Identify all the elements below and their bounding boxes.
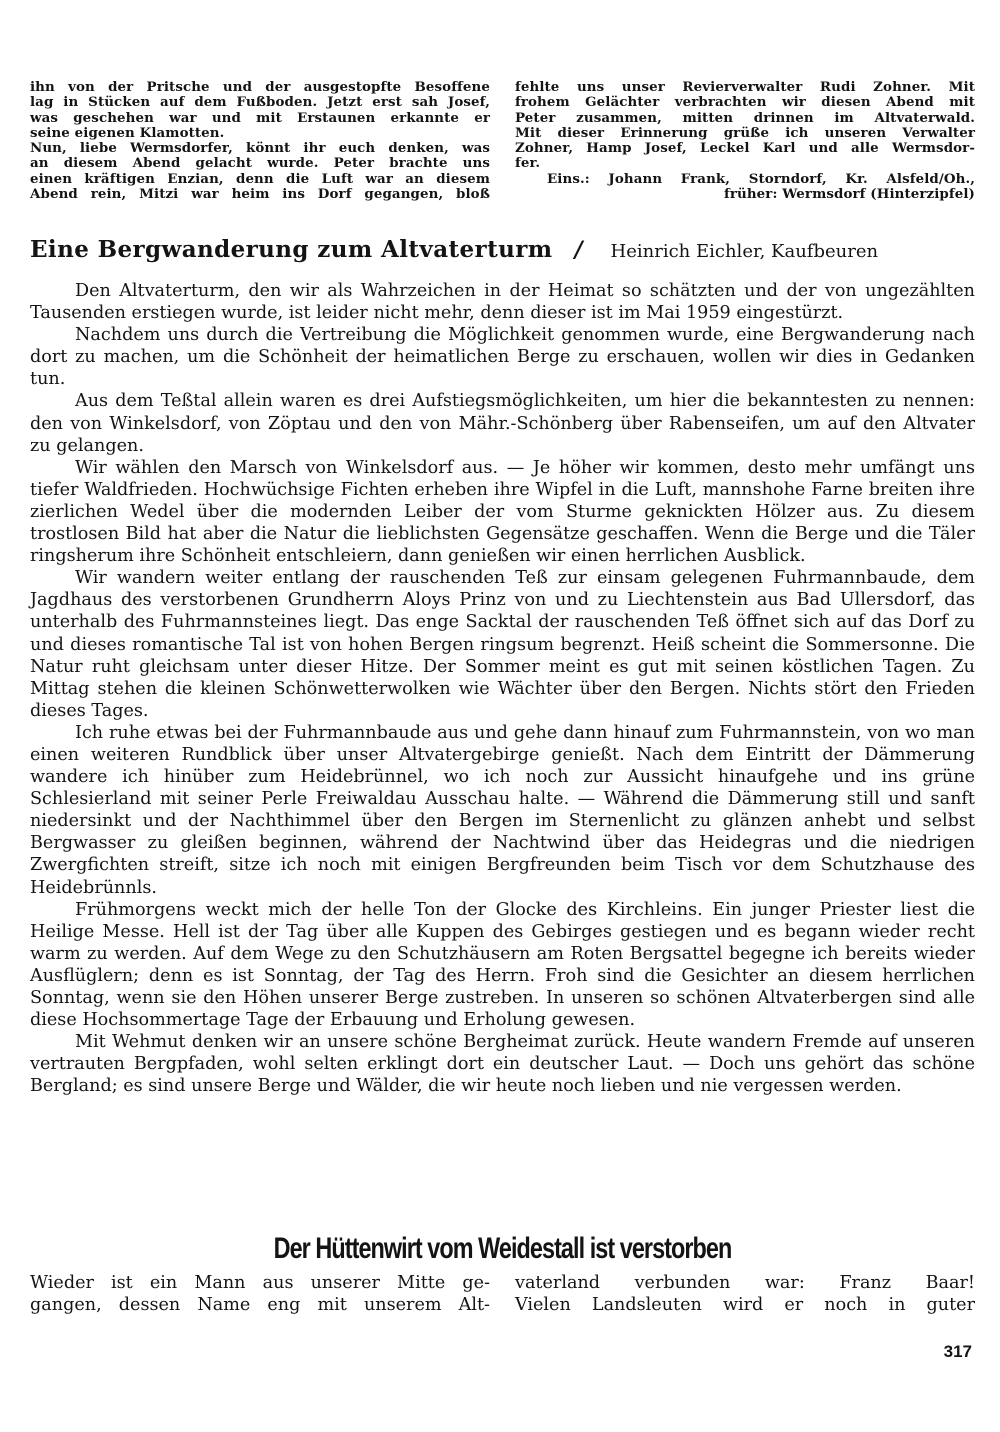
paragraph: Nachdem uns durch die Vertreibung die Möglichkeit genommen wurde, eine Bergwanderung nach dort zu machen, um die Schönheit der heimatlichen Berge zu erschauen, wollen wir dies in Gedanken tun. <box>30 325 975 390</box>
text-line: einen kräftigen Enzian, denn die Luft war an diesem <box>30 170 490 187</box>
text-line: fer. <box>515 155 541 172</box>
text-line: frohem Gelächter verbrachten wir diesen Abend mit <box>515 94 975 111</box>
paragraph: Wir wandern weiter entlang der rauschenden Teß zur einsam gelegenen Fuhrmannbaude, dem Jagdhaus des verstorbenen Grundherrn Aloys Prinz von und zu Liechtenstein aus Bad Ullersdorf, das unterhalb des Fuhrmannsteines liegt. Das enge Sacktal der rauschenden Teß öffnet sich auf das Dorf zu und dieses romantische Tal ist von hohen Bergen ringsum begrenzt. Heiß scheint die Sommersonne. Die Natur ruht gleichsam unter dieser Hitze. Der Sommer meint es gut mit seinen köstlichen Tagen. Zu Mittag stehen die kleinen Schönwetterwolken wie Wächter über den Bergen. Nichts stört den Frieden dieses Tages. <box>30 568 975 721</box>
right-column <box>515 1272 975 1316</box>
text-line: Mit dieser Erinnerung grüße ich unseren Verwalter <box>515 124 975 141</box>
right-column <box>515 80 975 202</box>
paragraph: Ich ruhe etwas bei der Fuhrmannbaude aus und gehe dann hinauf zum Fuhrmannstein, von wo man einen weiteren Rundblick über unser Altvatergebirge genießt. Nach dem Eintritt der Dämmerung wandere ich hinüber zum Heidebrünnel, wo ich noch zur Aussicht hinaufgehe und ins grüne Schlesierland mit seiner Perle Freiwaldau Ausschau halte. — Während die Dämmerung still und sanft niedersinkt und der Nachthimmel über den Bergen im Sternenlicht zu glänzen anhebt und selbst Bergwasser zu gleißen beginnen, während der Nachtwind über das Heidegras und die niedrigen Zwergfichten streift, sitze ich noch mit einigen Bergfreunden beim Tisch vor dem Schutzhause des Heidebrünnls. <box>30 722 975 898</box>
text-line: gangen, dessen Name eng mit unserem Alt- <box>30 1295 490 1316</box>
text-line: Abend rein, Mitzi war heim ins Dorf gegangen, bloß <box>30 186 490 203</box>
text-line: Zohner, Hamp Josef, Leckel Karl und alle Wermsdor- <box>515 140 975 157</box>
previous-article-continuation <box>30 80 975 202</box>
text-line: Nun, liebe Wermsdorfer, könnt ihr euch denken, was <box>30 140 490 157</box>
left-column <box>30 1272 490 1316</box>
obituary-heading: Der Hüttenwirt vom Weidestall ist verstorben <box>273 1232 732 1265</box>
paragraph: Wir wählen den Marsch von Winkelsdorf aus. — Je höher wir kommen, desto mehr umfängt uns tiefer Waldfrieden. Hochwüchsige Fichten erheben ihre Wipfel in die Luft, mannshohe Farne breiten ihre zierlichen Wedel über die modernden Leiber der vom Sturme geknickten Hölzer aus. Zu diesem trostlosen Bild hat aber die Natur die lieblichsten Gegensätze geschaffen. Wenn die Berge und die Täler ringsherum ihre Schönheit entschleiern, dann genießen wir einen herrlichen Ausblick. <box>30 457 975 567</box>
paragraph: Mit Wehmut denken wir an unsere schöne Bergheimat zurück. Heute wandern Fremde auf unseren vertrauten Bergpfaden, wohl selten erklingt dort ein deutscher Laut. — Doch uns gehört das schöne Bergland; es sind unsere Berge und Wälder, die wir heute noch lieben und nie vergessen werden. <box>30 1032 975 1097</box>
signature-origin: früher: Wermsdorf (Hinterzipfel) <box>724 186 975 203</box>
paragraph: Frühmorgens weckt mich der helle Ton der Glocke des Kirchleins. Ein junger Priester liest die Heilige Messe. Hell ist der Tag über alle Kuppen des Gebirges gestiegen und es begann wieder recht warm zu werden. Auf dem Wege zu den Schutzhäusern am Roten Bergsattel begegne ich bereits wieder Ausflüglern; denn es ist Sonntag, der Tag des Herrn. Froh sind die Gesichter an diesem herrlichen Sonntag, wenn sie den Höhen unserer Berge zustreben. In unseren so schönen Altvaterbergen sind alle diese Hochsommertage Tage der Erbauung und Erholung gewesen. <box>30 899 975 1031</box>
title-separator: / <box>574 237 583 263</box>
signature-line: Eins.: Johann Frank, Storndorf, Kr. Alsfeld/Oh., <box>547 170 975 187</box>
left-column <box>30 80 490 202</box>
page-number: 317 <box>943 1342 972 1361</box>
text-line: fehlte uns unser Revierverwalter Rudi Zohner. Mit <box>515 79 975 95</box>
paragraph: Den Altvaterturm, den wir als Wahrzeichen in der Heimat so schätzten und der von ungezählten Tausenden erstiegen wurde, ist leider nicht mehr, denn dieser ist im Mai 1959 eingestürzt. <box>30 281 975 324</box>
article-body <box>30 280 975 1097</box>
article-heading <box>30 236 975 263</box>
text-line: lag in Stücken auf dem Fußboden. Jetzt erst sah Josef, <box>30 94 490 111</box>
text-line: Peter zusammen, mitten drinnen im Altvaterwald. <box>515 109 975 126</box>
text-line: vaterland verbunden war: Franz Baar! <box>515 1273 975 1293</box>
text-line: seine eigenen Klamotten. <box>30 124 225 141</box>
text-line: Wieder ist ein Mann aus unserer Mitte ge- <box>30 1273 490 1293</box>
paragraph: Aus dem Teßtal allein waren es drei Aufstiegsmöglichkeiten, um hier die bekanntesten zu nennen: den von Winkelsdorf, von Zöptau und den von Mähr.-Schönberg über Rabenseifen, um auf den Altvater zu gelangen. <box>30 391 975 456</box>
text-line: an diesem Abend gelacht wurde. Peter brachte uns <box>30 155 490 172</box>
obituary-body <box>30 1272 975 1316</box>
text-line: was geschehen war und mit Erstaunen erkannte er <box>30 109 490 126</box>
text-line: ihn von der Pritsche und der ausgestopfte Besoffene <box>30 79 490 95</box>
article-title: Eine Bergwanderung zum Altvaterturm <box>30 236 553 263</box>
text-line: Vielen Landsleuten wird er noch in guter <box>515 1295 975 1316</box>
article-author: Heinrich Eichler, Kaufbeuren <box>610 241 879 262</box>
